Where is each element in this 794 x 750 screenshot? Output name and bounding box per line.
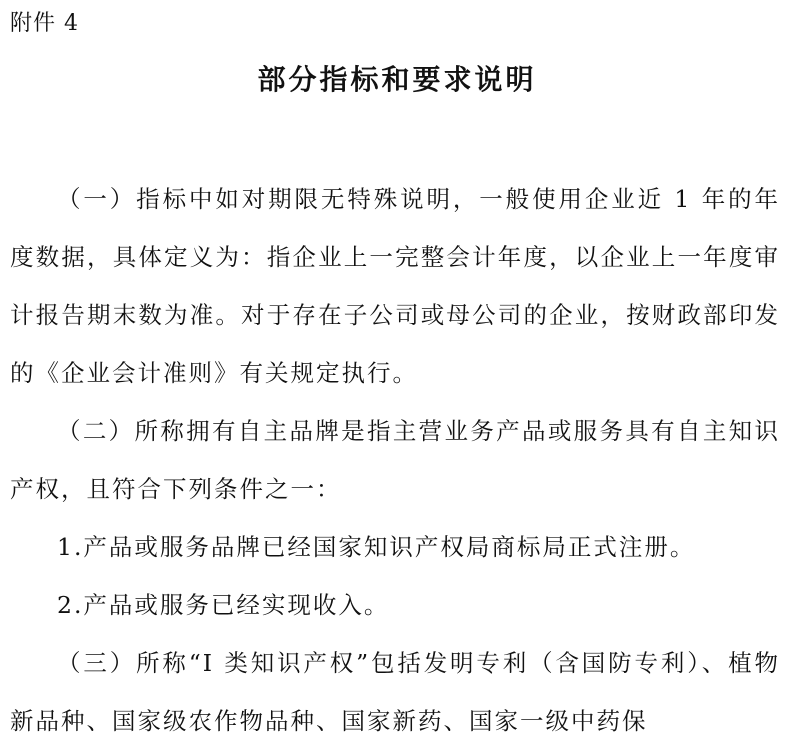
paragraph-own-brand: （二）所称拥有自主品牌是指主营业务产品或服务具有自主知识产权，且符合下列条件之一： bbox=[10, 417, 780, 503]
paragraph-condition-2: 2.产品或服务已经实现收入。 bbox=[57, 591, 390, 619]
paragraph-period-definition: （一）指标中如对期限无特殊说明，一般使用企业近 1 年的年度数据，具体定义为：指企业上一完整会计年度，以企业上一年度审计报告期末数为准。对于存在子公司或母公司的企业，按财政部印发的《企业会计准则》有关规定执行。 bbox=[10, 185, 780, 387]
attachment-label: 附件 4 bbox=[10, 11, 79, 36]
document-body bbox=[10, 170, 780, 750]
paragraph-condition-1: 1.产品或服务品牌已经国家知识产权局商标局正式注册。 bbox=[57, 533, 696, 561]
page-title: 部分指标和要求说明 bbox=[257, 63, 537, 96]
paragraph-class-i-ip: （三）所称“I 类知识产权”包括发明专利（含国防专利）、植物新品种、国家级农作物品种、国家新药、国家一级中药保 bbox=[10, 649, 780, 735]
